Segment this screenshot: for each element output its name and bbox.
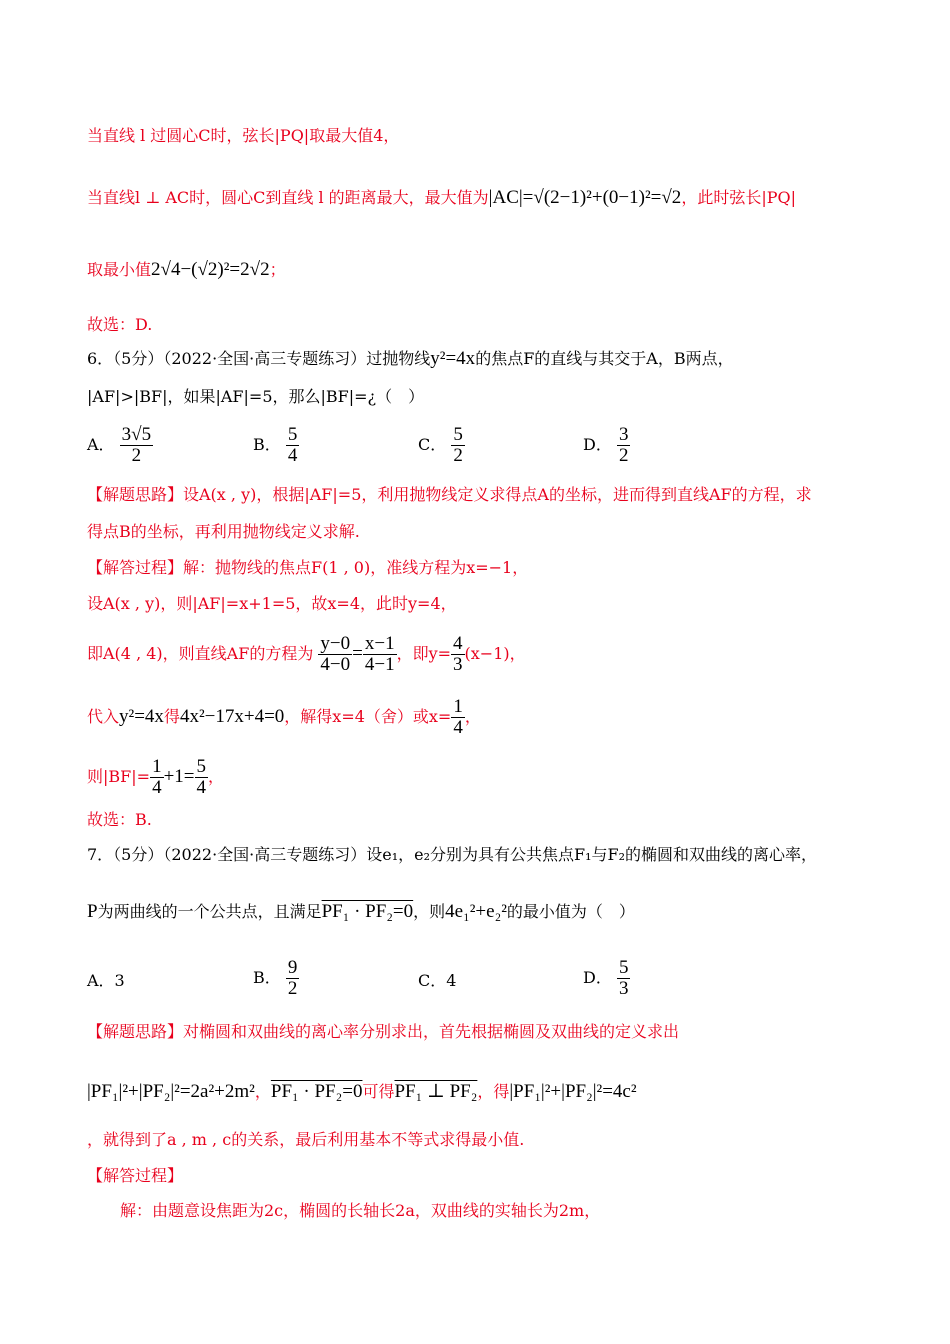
can-get: 可得 <box>362 1082 395 1101</box>
solution-line-max: 当直线 l 过圆心C时，弦长|PQ|取最大值4， <box>87 126 400 145</box>
bf-fraction-2: $\frac{5}{4}$ <box>196 756 206 798</box>
perpendicular: PF₁ ⊥ PF₂ <box>394 1081 478 1102</box>
answer-d: 故选：D. <box>87 315 153 334</box>
slope-fraction-right: $\frac{x-1}{4-1}$ <box>364 633 395 675</box>
option-label: A． <box>87 435 115 454</box>
option-label: B． <box>253 435 281 454</box>
option-label: D． <box>583 435 612 454</box>
question-7-stem: 7．（5分）（2022·全国·高三专题练习）设e₁，e₂分别为具有公共焦点F₁与F₂的椭圆和双曲线的离心率， <box>87 845 818 864</box>
sum-of-squares-2: |PF₁|²+|PF₂|²=4c² <box>509 1081 637 1102</box>
q7-option-d[interactable] <box>583 958 630 999</box>
q7-option-b[interactable] <box>253 958 299 999</box>
min-text-tail: ； <box>269 260 286 279</box>
sum-of-squares-1: |PF₁|²+|PF₂|²=2a²+2m² <box>87 1081 255 1102</box>
option-a-fraction: $\frac{3√5}{2}$ <box>121 424 152 466</box>
q6-option-d[interactable] <box>583 425 630 466</box>
target-expression: 4e₁²+e₂² <box>445 901 507 922</box>
perp-text: 当直线l ⊥ AC时，圆心C到直线 l 的距离最大，最大值为 <box>87 188 489 207</box>
q7-solution-idea-3: ，就得到了a , m , c的关系，最后利用基本不等式求得最小值. <box>87 1130 525 1149</box>
q6-process-1: 【解答过程】解：抛物线的焦点F(1 , 0)，准线方程为x=−1， <box>87 558 529 577</box>
q6-solution-idea-2: 得点B的坐标，再利用抛物线定义求解. <box>87 522 360 541</box>
q6-process-2: 设A(x , y)，则|AF|=x+1=5，故x=4，此时y=4， <box>87 594 457 613</box>
q7-process-header: 【解答过程】 <box>87 1166 184 1185</box>
bf-fraction-1: $\frac{1}{4}$ <box>152 756 162 798</box>
point-p: P <box>87 901 98 922</box>
question-6-condition: |AF|>|BF|，如果|AF|=5，那么|BF|=¿（ ） <box>87 387 425 406</box>
get-text: 得 <box>163 707 180 726</box>
min-chord-formula: 2√4−(√2)²=2√2 <box>151 259 270 280</box>
question-6-stem <box>87 347 734 371</box>
q6-process-5: 则|BF|= $\frac{1}{4}$ +1= $\frac{5}{4}$ ， <box>87 756 225 798</box>
substitute-text: 代入 <box>87 707 120 726</box>
parabola-equation: y²=4x <box>430 348 476 369</box>
q6-option-b[interactable] <box>253 425 299 466</box>
option-d-fraction: $\frac{3}{2}$ <box>618 424 629 466</box>
q7-solution-idea-2 <box>87 1080 637 1104</box>
q6-process-4: 代入y²=4x得4x²−17x+4=0，解得x=4（舍）或x= $\frac{1}{4}$ ， <box>87 696 481 738</box>
plus-one: +1= <box>163 766 195 787</box>
q6-process-3: 即A(4 , 4)，则直线AF的方程为 $\frac{y-0}{4-0}$ = $\frac{x-1}{4-1}$ ，即y= $\frac{4}{3}$ (x−1)， <box>87 633 526 675</box>
solution-line-perp <box>87 186 796 210</box>
perp-text-tail: ，此时弦长|PQ| <box>681 188 796 207</box>
q7-process-1: 解：由题意设焦距为2c，椭圆的长轴长2a，双曲线的实轴长为2m， <box>120 1201 601 1220</box>
option-label: C． <box>418 435 447 454</box>
q7-ask: 的最小值为（ ） <box>506 902 635 921</box>
option-label: B． <box>253 968 281 987</box>
parabola-eq: y²=4x <box>119 706 164 727</box>
dot-product-zero: PF₁ · PF₂=0 <box>270 1081 363 1102</box>
option-d-fraction: $\frac{5}{3}$ <box>618 957 629 999</box>
line-af-text: 即A(4 , 4)，则直线AF的方程为 <box>87 644 314 663</box>
q6-intro-tail: 的焦点F的直线与其交于A，B两点， <box>475 349 734 368</box>
q7-then: ，则 <box>413 902 446 921</box>
option-c-fraction: $\frac{5}{2}$ <box>453 424 463 466</box>
question-7-condition <box>87 900 635 924</box>
q6-intro: 6．（5分）（2022·全国·高三专题练习）过抛物线 <box>87 349 431 368</box>
q7-cond-text: 为两曲线的一个公共点，且满足 <box>97 902 322 921</box>
slope-fraction-left: $\frac{y-0}{4-0}$ <box>320 633 351 675</box>
line-af-tail: (x−1)， <box>464 644 526 663</box>
solve-text: ，解得x=4（舍）或x= <box>284 707 452 726</box>
option-b-fraction: $\frac{5}{4}$ <box>287 424 298 466</box>
q6-option-a[interactable] <box>87 425 153 466</box>
option-b-fraction: $\frac{9}{2}$ <box>287 957 298 999</box>
bf-text: 则|BF|= <box>87 767 151 786</box>
answer-b: 故选：B. <box>87 810 152 829</box>
min-text: 取最小值 <box>87 260 152 279</box>
q6-option-c[interactable] <box>418 425 465 466</box>
option-label: D． <box>583 968 612 987</box>
q7-option-c[interactable]: C．4 <box>418 971 457 990</box>
slope-value: $\frac{4}{3}$ <box>453 633 463 675</box>
get-2: ，得 <box>477 1082 510 1101</box>
dot-product-condition: PF₁ · PF₂=0 <box>321 901 414 922</box>
solution-line-min <box>87 258 286 282</box>
q6-solution-idea-1: 【解题思路】设A(x , y)，根据|AF|=5，利用抛物线定义求得点A的坐标，进而得到直线AF的方程，求 <box>87 485 812 504</box>
quadratic-eq: 4x²−17x+4=0 <box>179 706 285 727</box>
line-af-eq: ，即y= <box>396 644 452 663</box>
q7-option-a[interactable]: A．3 <box>87 971 125 990</box>
ac-distance-formula: |AC|=√(2−1)²+(0−1)²=√2 <box>488 187 682 208</box>
x-solution-fraction: $\frac{1}{4}$ <box>453 696 463 738</box>
q7-solution-idea-1: 【解题思路】对椭圆和双曲线的离心率分别求出，首先根据椭圆及双曲线的定义求出 <box>87 1022 680 1041</box>
comma: ， <box>254 1082 271 1101</box>
